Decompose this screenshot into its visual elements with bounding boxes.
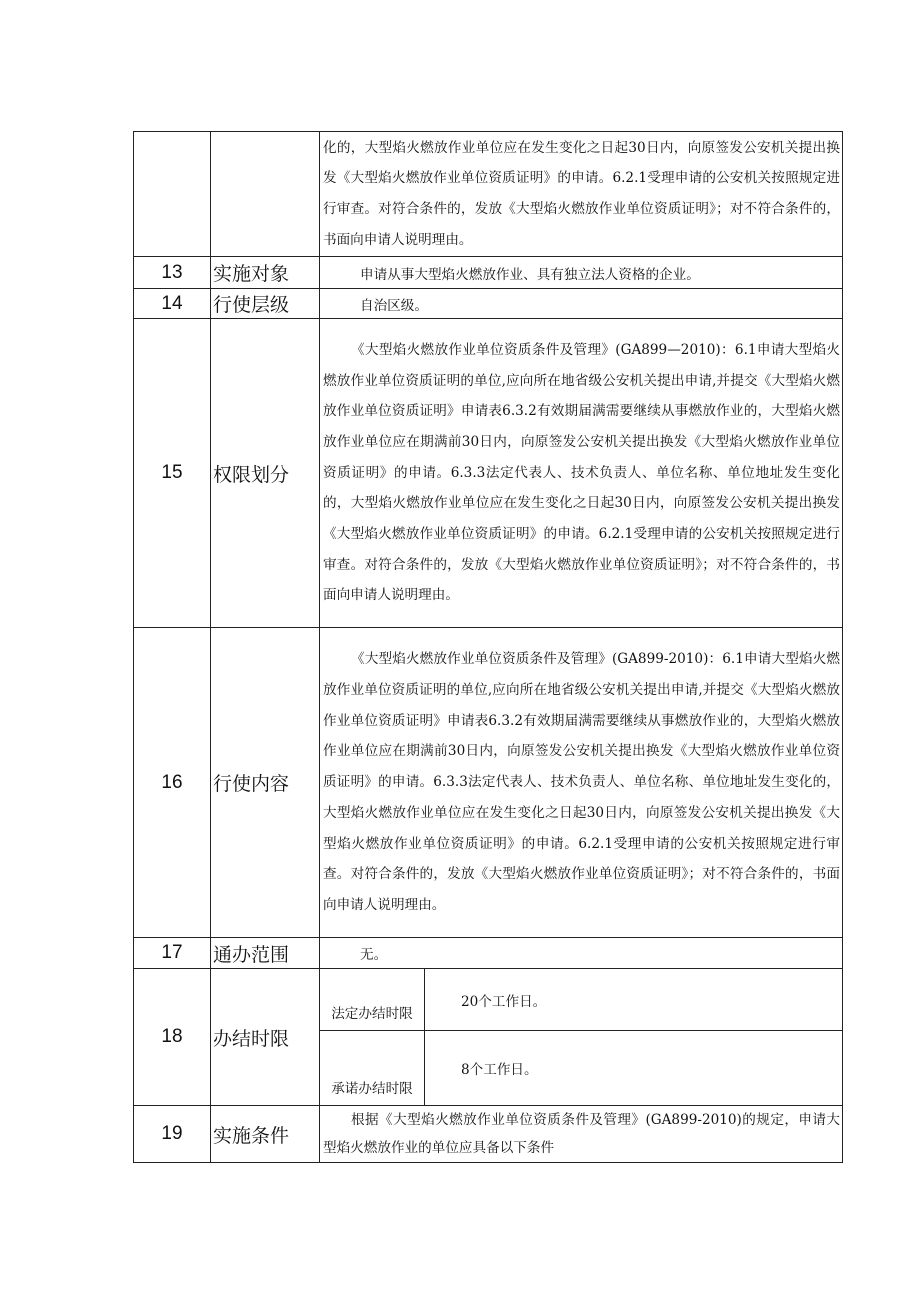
- table-row-17: [134, 938, 843, 969]
- table-row-13: [134, 257, 843, 289]
- row-label: 权限划分: [211, 319, 320, 628]
- empty-num-cell: [134, 132, 211, 257]
- table-row-16: [134, 628, 843, 938]
- row-label: 办结时限: [211, 969, 320, 1106]
- row-label: 行使内容: [211, 628, 320, 938]
- row-value: 《大型焰火燃放作业单位资质条件及管理》(GA899—2010)：6.1申请大型焰火燃放作业单位资质证明的单位,应向所在地省级公安机关提出申请,并提交《大型焰火燃放作业单位资质证明》申请表6.3.2有效期届满需要继续从事燃放作业的，大型焰火燃放作业单位应在期满前30日内，向原签发公安机关提出换发《大型焰火燃放作业单位资质证明》的申请。6.3.3法定代表人、技术负责人、单位名称、单位地址发生变化的，大型焰火燃放作业单位应在发生变化之日起30日内，向原签发公安机关提出换发《大型焰火燃放作业单位资质证明》的申请。6.2.1受理申请的公安机关按照规定进行审查。对符合条件的，发放《大型焰火燃放作业单位资质证明》；对不符合条件的，书面向申请人说明理由。: [320, 319, 843, 628]
- row-label: 实施条件: [211, 1106, 320, 1163]
- empty-label-cell: [211, 132, 320, 257]
- table-row-19: [134, 1106, 843, 1163]
- legal-time-limit-label: 法定办结时限: [320, 969, 425, 1031]
- table-row-continuation: [134, 132, 843, 257]
- promised-time-limit-value: 8个工作日。: [425, 1031, 843, 1106]
- row-value: 自治区级。: [320, 289, 843, 319]
- row-value: 申请从事大型焰火燃放作业、具有独立法人资格的企业。: [320, 257, 843, 289]
- promised-time-limit-label: 承诺办结时限: [320, 1031, 425, 1106]
- legal-time-limit-value: 20个工作日。: [425, 969, 843, 1031]
- row-label: 行使层级: [211, 289, 320, 319]
- row-number: 14: [134, 289, 211, 319]
- table-row-14: [134, 289, 843, 319]
- row-number: 17: [134, 938, 211, 969]
- service-info-table: [133, 131, 843, 1163]
- row-value: 无。: [320, 938, 843, 969]
- continuation-text: 化的，大型焰火燃放作业单位应在发生变化之日起30日内，向原签发公安机关提出换发《大型焰火燃放作业单位资质证明》的申请。6.2.1受理申请的公安机关按照规定进行审查。对符合条件的，发放《大型焰火燃放作业单位资质证明》；对不符合条件的，书面向申请人说明理由。: [320, 132, 843, 257]
- table-row-18-legal: [134, 969, 843, 1031]
- row-label: 实施对象: [211, 257, 320, 289]
- row-value: 《大型焰火燃放作业单位资质条件及管理》(GA899-2010)：6.1申请大型焰火燃放作业单位资质证明的单位,应向所在地省级公安机关提出申请,并提交《大型焰火燃放作业单位资质证明》申请表6.3.2有效期届满需要继续从事燃放作业的，大型焰火燃放作业单位应在期满前30日内，向原签发公安机关提出换发《大型焰火燃放作业单位资质证明》的申请。6.3.3法定代表人、技术负责人、单位名称、单位地址发生变化的，大型焰火燃放作业单位应在发生变化之日起30日内，向原签发公安机关提出换发《大型焰火燃放作业单位资质证明》的申请。6.2.1受理申请的公安机关按照规定进行审查。对符合条件的，发放《大型焰火燃放作业单位资质证明》；对不符合条件的，书面向申请人说明理由。: [320, 628, 843, 938]
- row-value: 根据《大型焰火燃放作业单位资质条件及管理》(GA899-2010)的规定，申请大型焰火燃放作业的单位应具备以下条件: [320, 1106, 843, 1163]
- row-number: 16: [134, 628, 211, 938]
- row-label: 通办范围: [211, 938, 320, 969]
- row-number: 19: [134, 1106, 211, 1163]
- row-number: 13: [134, 257, 211, 289]
- table-row-15: [134, 319, 843, 628]
- row-number: 15: [134, 319, 211, 628]
- row-number: 18: [134, 969, 211, 1106]
